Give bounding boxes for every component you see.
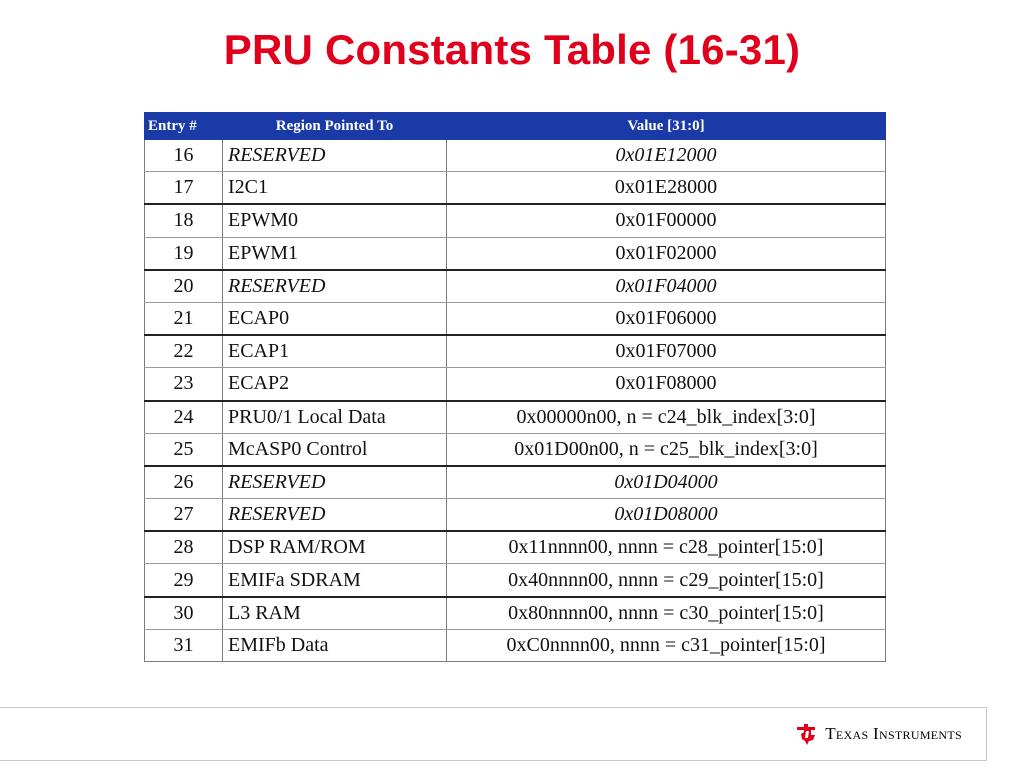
region-name: L3 RAM [223, 597, 447, 630]
region-name: ECAP1 [223, 335, 447, 368]
entry-number: 27 [145, 499, 223, 532]
table-row [145, 433, 886, 466]
region-name: I2C1 [223, 172, 447, 205]
table-row [145, 140, 886, 172]
register-value: 0x01F08000 [447, 368, 886, 401]
register-value: 0x01F06000 [447, 302, 886, 335]
entry-number: 23 [145, 368, 223, 401]
entry-number: 19 [145, 237, 223, 270]
table-row [145, 172, 886, 205]
register-value: 0x01E28000 [447, 172, 886, 205]
table-row [145, 237, 886, 270]
table-row [145, 564, 886, 597]
table-row [145, 499, 886, 532]
table-row [145, 531, 886, 564]
register-value: 0x01D08000 [447, 499, 886, 532]
region-name: RESERVED [223, 466, 447, 499]
table-row [145, 629, 886, 661]
register-value: 0x01E12000 [447, 140, 886, 172]
entry-number: 20 [145, 270, 223, 303]
register-value: 0x01F07000 [447, 335, 886, 368]
slide-title: PRU Constants Table (16-31) [223, 26, 801, 73]
entry-number: 28 [145, 531, 223, 564]
region-name: PRU0/1 Local Data [223, 401, 447, 434]
region-name: ECAP2 [223, 368, 447, 401]
register-value: 0x40nnnn00, nnnn = c29_pointer[15:0] [447, 564, 886, 597]
ti-logo-icon [793, 721, 819, 747]
region-name: EMIFa SDRAM [223, 564, 447, 597]
constants-table [144, 112, 886, 662]
company-name: Texas Instruments [825, 724, 962, 743]
entry-number: 30 [145, 597, 223, 630]
table-row [145, 204, 886, 237]
entry-number: 16 [145, 140, 223, 172]
table-row [145, 466, 886, 499]
entry-number: 21 [145, 302, 223, 335]
region-name: McASP0 Control [223, 433, 447, 466]
region-name: ECAP0 [223, 302, 447, 335]
constants-table-container [144, 112, 885, 662]
register-value: 0x01D04000 [447, 466, 886, 499]
entry-number: 29 [145, 564, 223, 597]
table-row [145, 335, 886, 368]
table-row [145, 368, 886, 401]
entry-number: 17 [145, 172, 223, 205]
register-value: 0x01F00000 [447, 204, 886, 237]
table-row [145, 270, 886, 303]
table-header-row [145, 113, 886, 140]
header-region: Region Pointed To [223, 113, 447, 140]
register-value: 0x01F02000 [447, 237, 886, 270]
entry-number: 25 [145, 433, 223, 466]
register-value: 0x80nnnn00, nnnn = c30_pointer[15:0] [447, 597, 886, 630]
table-row [145, 597, 886, 630]
region-name: EMIFb Data [223, 629, 447, 661]
entry-number: 26 [145, 466, 223, 499]
entry-number: 18 [145, 204, 223, 237]
table-row [145, 401, 886, 434]
footer-bar [0, 707, 987, 761]
texas-instruments-logo [793, 721, 962, 747]
region-name: RESERVED [223, 499, 447, 532]
register-value: 0xC0nnnn00, nnnn = c31_pointer[15:0] [447, 629, 886, 661]
register-value: 0x11nnnn00, nnnn = c28_pointer[15:0] [447, 531, 886, 564]
table-body [145, 140, 886, 662]
region-name: RESERVED [223, 270, 447, 303]
entry-number: 31 [145, 629, 223, 661]
entry-number: 24 [145, 401, 223, 434]
table-row [145, 302, 886, 335]
register-value: 0x01F04000 [447, 270, 886, 303]
region-name: EPWM1 [223, 237, 447, 270]
register-value: 0x00000n00, n = c24_blk_index[3:0] [447, 401, 886, 434]
header-value: Value [31:0] [447, 113, 886, 140]
register-value: 0x01D00n00, n = c25_blk_index[3:0] [447, 433, 886, 466]
region-name: RESERVED [223, 140, 447, 172]
entry-number: 22 [145, 335, 223, 368]
region-name: EPWM0 [223, 204, 447, 237]
header-entry: Entry # [145, 113, 223, 140]
region-name: DSP RAM/ROM [223, 531, 447, 564]
